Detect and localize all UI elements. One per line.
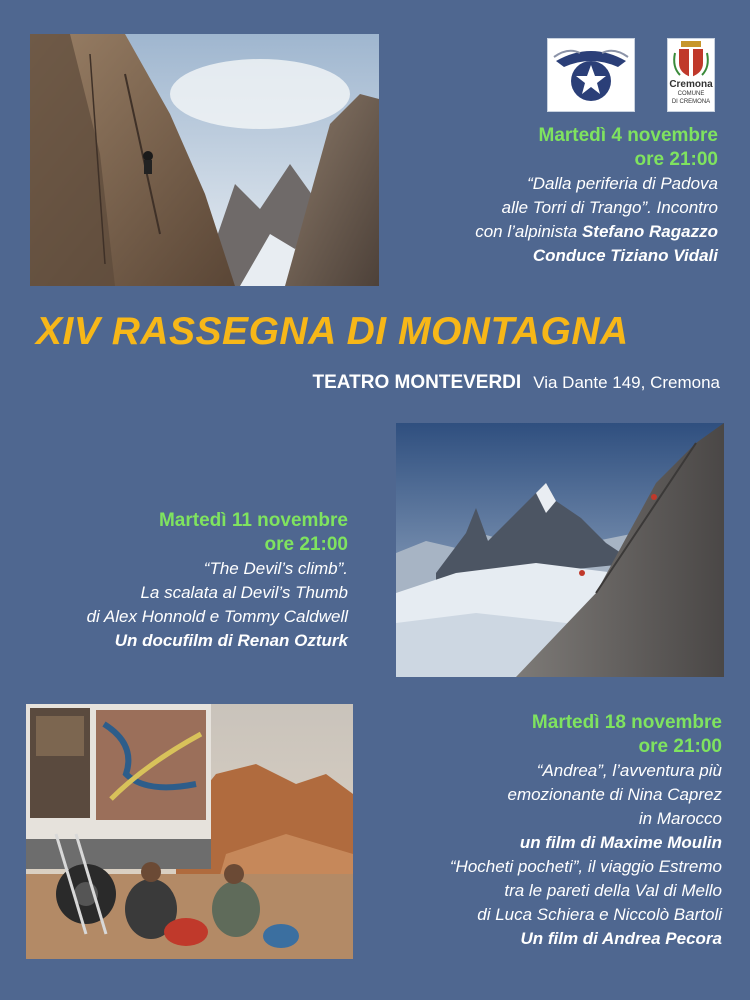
cai-logo xyxy=(547,38,635,112)
venue-name: TEATRO MONTEVERDI xyxy=(312,372,522,393)
event-3-time: ore 21:00 xyxy=(638,736,722,757)
event-3-line5: “Hocheti pocheti”, il viaggio Estremo xyxy=(449,857,722,876)
event-3-line7: di Luca Schiera e Niccolò Bartoli xyxy=(477,905,722,924)
event-2-line4: Un docufilm di Renan Ozturk xyxy=(114,631,348,650)
comune-cremona-logo xyxy=(667,38,715,112)
event-2-line1: “The Devil’s climb”. xyxy=(203,559,348,578)
event-1 xyxy=(338,124,718,268)
photo-expedition-truck-desert xyxy=(26,704,353,959)
event-1-line4: Conduce Tiziano Vidali xyxy=(532,246,718,265)
event-1-line2: alle Torri di Trango”. Incontro xyxy=(501,198,718,217)
event-3-line3: in Marocco xyxy=(638,809,722,828)
event-3-line8: Un film di Andrea Pecora xyxy=(520,929,722,948)
comune-sub1: COMUNE xyxy=(677,91,705,97)
event-3-line2: emozionante di Nina Caprez xyxy=(507,785,722,804)
event-2-time: ore 21:00 xyxy=(264,534,348,555)
event-1-date: Martedì 4 novembre xyxy=(538,125,718,146)
event-3-line6: tra le pareti della Val di Mello xyxy=(504,881,722,900)
page-title: XIV RASSEGNA DI MONTAGNA xyxy=(36,310,629,353)
photo-rock-tower-climber xyxy=(30,34,379,286)
event-3-line1: “Andrea”, l’avventura più xyxy=(536,761,722,780)
event-3 xyxy=(362,711,722,951)
event-1-line1: “Dalla periferia di Padova xyxy=(527,174,718,193)
photo-alpine-ridge-climbers xyxy=(396,423,724,677)
event-1-time: ore 21:00 xyxy=(634,149,718,170)
event-2-date: Martedì 11 novembre xyxy=(158,510,348,531)
event-2-line3: di Alex Honnold e Tommy Caldwell xyxy=(86,607,348,626)
event-1-line3 xyxy=(338,220,718,244)
venue-line xyxy=(313,372,720,394)
comune-sub2: DI CREMONA xyxy=(671,99,711,105)
event-2 xyxy=(40,509,348,653)
venue-address: Via Dante 149, Cremona xyxy=(533,373,720,392)
event-1-guest-name: Stefano Ragazzo xyxy=(581,222,718,241)
event-1-line3-prefix: con l’alpinista xyxy=(475,222,582,241)
event-3-line4: un film di Maxime Moulin xyxy=(519,833,722,852)
event-3-date: Martedì 18 novembre xyxy=(531,712,722,733)
event-2-line2: La scalata al Devil’s Thumb xyxy=(140,583,348,602)
comune-name: Cremona xyxy=(669,79,713,90)
